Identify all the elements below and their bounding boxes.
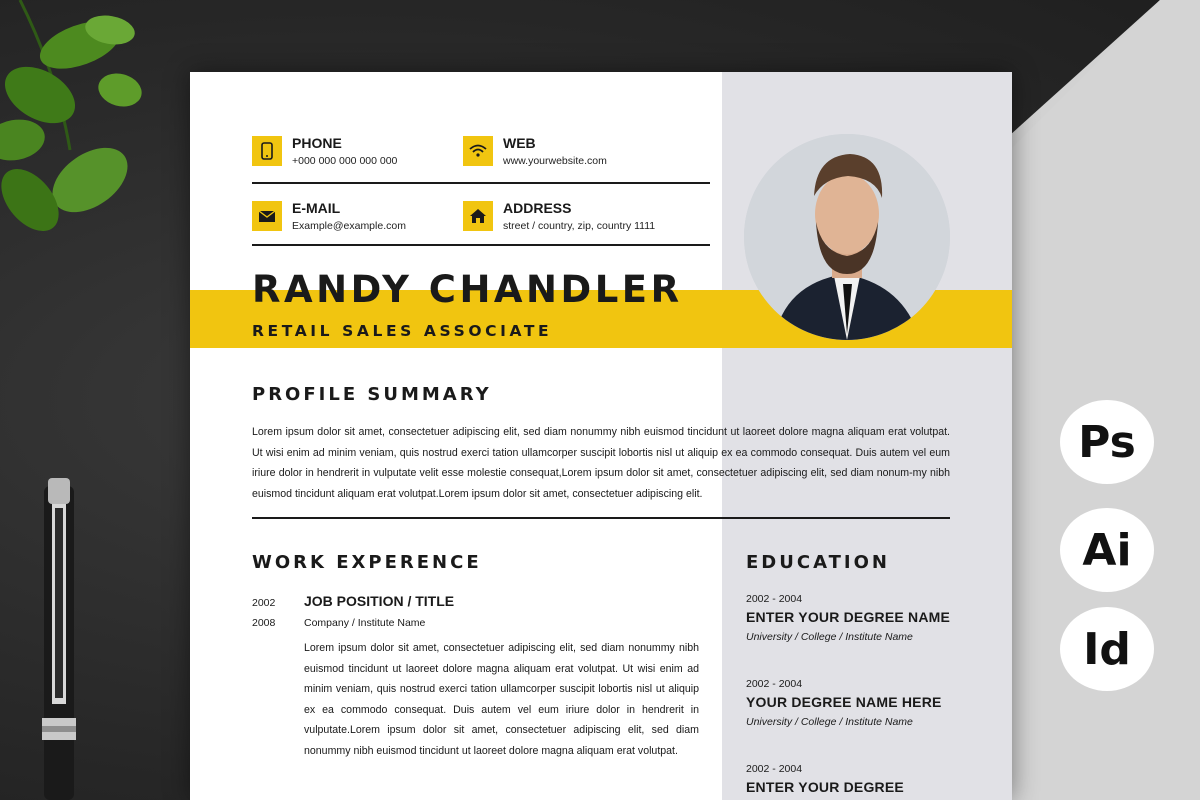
indesign-badge: Id bbox=[1060, 607, 1154, 691]
pen-image bbox=[28, 478, 88, 800]
profile-summary-text: Lorem ipsum dolor sit amet, consectetuer adipiscing elit, sed diam nonummy nibh euismod tincidunt ut laoreet dolore magna aliquam erat volutpat. Ut wisi enim ad minim veniam, quis nostrud exerci tation ullamcorper suscipit lobortis nisl ut aliquip ex ea commodo consequat. Duis autem vel eum iriure dolor in hendrerit in vulputate velit esse molestie consequat,Lorem ipsum dolor sit amet, consectetuer adipiscing elit, sed diam nonum-my nibh euismod tincidunt aliquam erat volutpat.Lorem ipsum dolor sit amet, consectetuer adipiscing elit. bbox=[252, 426, 950, 501]
education-item bbox=[746, 678, 942, 728]
work-end-year: 2008 bbox=[252, 617, 276, 629]
contact-address bbox=[463, 200, 655, 234]
contact-value: Example@example.com bbox=[292, 220, 406, 232]
contact-label: PHONE bbox=[292, 135, 342, 151]
plant-leaves-image bbox=[0, 0, 180, 270]
education-degree: ENTER YOUR DEGREE NAME bbox=[746, 609, 951, 625]
contact-divider bbox=[252, 244, 710, 246]
photoshop-badge: Ps bbox=[1060, 400, 1154, 484]
person-role: RETAIL SALES ASSOCIATE bbox=[252, 322, 553, 340]
work-start-year: 2002 bbox=[252, 597, 276, 609]
education-years: 2002 - 2004 bbox=[746, 763, 803, 775]
education-degree: YOUR DEGREE NAME HERE bbox=[746, 694, 942, 710]
work-years bbox=[252, 593, 275, 633]
mail-icon bbox=[252, 201, 282, 231]
job-title: JOB POSITION / TITLE bbox=[304, 593, 455, 609]
profile-photo bbox=[744, 134, 950, 340]
resume-document bbox=[190, 72, 1012, 800]
education-school: University / College / Institute Name bbox=[746, 716, 913, 728]
illustrator-badge: Ai bbox=[1060, 508, 1154, 592]
contact-phone bbox=[252, 135, 397, 169]
contact-label: WEB bbox=[503, 135, 536, 151]
home-icon bbox=[463, 201, 493, 231]
contact-value: www.yourwebsite.com bbox=[503, 155, 607, 167]
contact-email bbox=[252, 200, 406, 234]
contact-web bbox=[463, 135, 607, 169]
education-degree: ENTER YOUR DEGREE bbox=[746, 779, 904, 795]
education-heading: EDUCATION bbox=[746, 552, 890, 573]
profile-summary-heading: PROFILE SUMMARY bbox=[252, 384, 492, 405]
work-experience-heading: WORK EXPERENCE bbox=[252, 552, 482, 573]
education-school: University / College / Institute Name bbox=[746, 631, 913, 643]
company-name: Company / Institute Name bbox=[304, 617, 426, 629]
education-years: 2002 - 2004 bbox=[746, 678, 803, 690]
contact-value: street / country, zip, country 1111 bbox=[503, 220, 656, 232]
section-divider bbox=[252, 517, 950, 519]
contact-value: +000 000 000 000 000 bbox=[292, 155, 398, 167]
person-name: RANDY CHANDLER bbox=[252, 268, 683, 311]
education-item bbox=[746, 763, 904, 795]
contact-divider bbox=[252, 182, 710, 184]
contact-label: ADDRESS bbox=[503, 200, 572, 216]
contact-label: E-MAIL bbox=[292, 200, 341, 216]
education-years: 2002 - 2004 bbox=[746, 593, 803, 605]
wifi-icon bbox=[463, 136, 493, 166]
job-description: Lorem ipsum dolor sit amet, consectetuer adipiscing elit, sed diam nonummy nibh euismod tincidunt ut laoreet dolore magna aliquam erat volutpat. Ut wisi enim ad minim veniam, quis nostrud exerci tation ullamcorper suscipit lobortis nisl ut aliquip ex ea commodo consequat. Duis autem vel eum iriure dolor in hendrerit in vulputate.Lorem ipsum dolor sit amet, consectetuer adipiscing elit, sed diam nonummy nibh euismod tincidunt ut laoreet dolore magna aliquam erat volutpat. bbox=[304, 642, 699, 757]
phone-icon bbox=[252, 136, 282, 166]
education-item bbox=[746, 593, 950, 643]
